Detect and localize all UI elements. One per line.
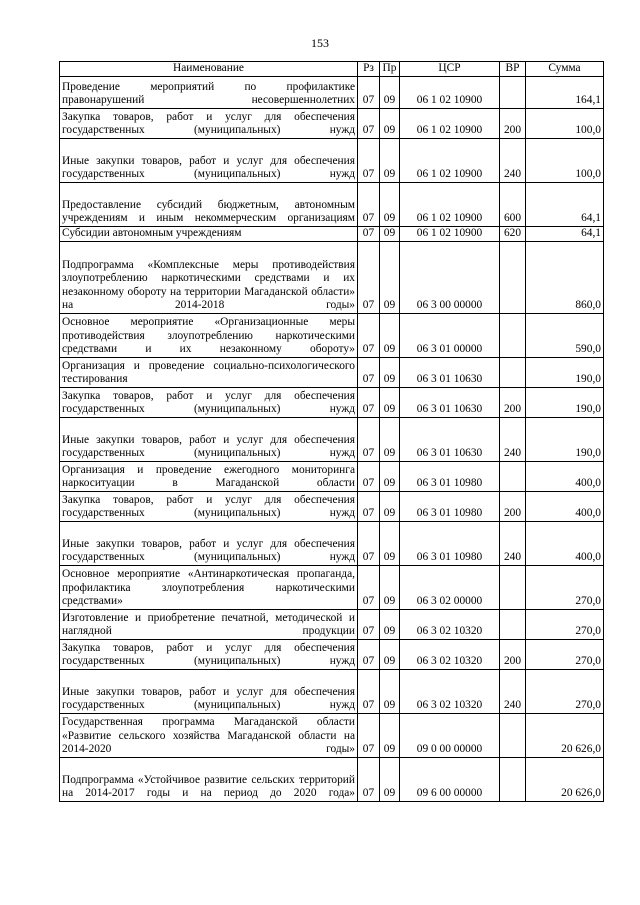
row-sum: 190,0 bbox=[526, 388, 604, 418]
row-csr: 09 6 00 00000 bbox=[400, 758, 500, 802]
row-rz: 07 bbox=[358, 358, 380, 388]
row-csr: 06 3 02 00000 bbox=[400, 566, 500, 610]
row-vr bbox=[500, 358, 526, 388]
row-sum: 590,0 bbox=[526, 314, 604, 358]
row-rz: 07 bbox=[358, 566, 380, 610]
table-row bbox=[60, 522, 604, 566]
row-name: Подпрограмма «Комплексные меры противодействия злоупотреблению наркотическими средствами и их незаконному обороту на территории Магаданской области» на 2014-2018 годы» bbox=[60, 242, 358, 314]
header-name: Наименование bbox=[60, 62, 358, 77]
row-name: Закупка товаров, работ и услуг для обеспечения государственных (муниципальных) нужд bbox=[60, 109, 358, 139]
row-csr: 06 3 01 10630 bbox=[400, 418, 500, 462]
row-pr: 09 bbox=[380, 77, 400, 109]
row-rz: 07 bbox=[358, 388, 380, 418]
row-name: Иные закупки товаров, работ и услуг для обеспечения государственных (муниципальных) нужд bbox=[60, 418, 358, 462]
row-csr: 06 3 01 10980 bbox=[400, 492, 500, 522]
row-pr: 09 bbox=[380, 242, 400, 314]
row-csr: 06 3 00 00000 bbox=[400, 242, 500, 314]
table-row bbox=[60, 77, 604, 109]
row-sum: 164,1 bbox=[526, 77, 604, 109]
row-csr: 06 1 02 10900 bbox=[400, 227, 500, 242]
row-rz: 07 bbox=[358, 758, 380, 802]
header-rz: Рз bbox=[358, 62, 380, 77]
table-row bbox=[60, 109, 604, 139]
row-name: Иные закупки товаров, работ и услуг для обеспечения государственных (муниципальных) нужд bbox=[60, 522, 358, 566]
row-csr: 06 3 01 10630 bbox=[400, 388, 500, 418]
row-vr bbox=[500, 462, 526, 492]
table-row bbox=[60, 242, 604, 314]
row-vr bbox=[500, 610, 526, 640]
row-vr bbox=[500, 242, 526, 314]
row-rz: 07 bbox=[358, 492, 380, 522]
row-pr: 09 bbox=[380, 314, 400, 358]
row-pr: 09 bbox=[380, 566, 400, 610]
table-row bbox=[60, 566, 604, 610]
row-pr: 09 bbox=[380, 109, 400, 139]
row-rz: 07 bbox=[358, 640, 380, 670]
row-csr: 06 3 02 10320 bbox=[400, 670, 500, 714]
row-vr bbox=[500, 77, 526, 109]
row-rz: 07 bbox=[358, 242, 380, 314]
row-vr: 200 bbox=[500, 640, 526, 670]
table-row bbox=[60, 358, 604, 388]
row-csr: 06 3 02 10320 bbox=[400, 610, 500, 640]
row-name: Иные закупки товаров, работ и услуг для обеспечения государственных (муниципальных) нужд bbox=[60, 670, 358, 714]
row-pr: 09 bbox=[380, 640, 400, 670]
row-sum: 270,0 bbox=[526, 670, 604, 714]
row-sum: 270,0 bbox=[526, 640, 604, 670]
row-rz: 07 bbox=[358, 418, 380, 462]
row-vr: 240 bbox=[500, 522, 526, 566]
row-sum: 270,0 bbox=[526, 566, 604, 610]
row-rz: 07 bbox=[358, 139, 380, 183]
row-sum: 64,1 bbox=[526, 183, 604, 227]
row-name: Предоставление субсидий бюджетным, автономным учреждениям и иным некоммерческим организациям bbox=[60, 183, 358, 227]
row-rz: 07 bbox=[358, 522, 380, 566]
table-row bbox=[60, 418, 604, 462]
row-name: Закупка товаров, работ и услуг для обеспечения государственных (муниципальных) нужд bbox=[60, 492, 358, 522]
header-vr: ВР bbox=[500, 62, 526, 77]
header-pr: Пр bbox=[380, 62, 400, 77]
row-sum: 20 626,0 bbox=[526, 714, 604, 758]
row-vr bbox=[500, 714, 526, 758]
row-pr: 09 bbox=[380, 610, 400, 640]
page-number: 153 bbox=[311, 36, 329, 50]
row-sum: 190,0 bbox=[526, 358, 604, 388]
row-pr: 09 bbox=[380, 358, 400, 388]
row-vr bbox=[500, 314, 526, 358]
row-sum: 100,0 bbox=[526, 109, 604, 139]
row-pr: 09 bbox=[380, 492, 400, 522]
row-vr: 620 bbox=[500, 227, 526, 242]
row-pr: 09 bbox=[380, 183, 400, 227]
row-name: Проведение мероприятий по профилактике правонарушений несовершеннолетних bbox=[60, 77, 358, 109]
row-pr: 09 bbox=[380, 388, 400, 418]
row-rz: 07 bbox=[358, 670, 380, 714]
row-pr: 09 bbox=[380, 522, 400, 566]
table-row bbox=[60, 714, 604, 758]
row-pr: 09 bbox=[380, 227, 400, 242]
row-csr: 06 3 02 10320 bbox=[400, 640, 500, 670]
row-name: Основное мероприятие «Организационные меры противодействия злоупотреблению наркотическими средствами и их незаконному обороту» bbox=[60, 314, 358, 358]
row-sum: 400,0 bbox=[526, 492, 604, 522]
table-row bbox=[60, 610, 604, 640]
row-vr: 240 bbox=[500, 670, 526, 714]
row-name: Изготовление и приобретение печатной, методической и наглядной продукции bbox=[60, 610, 358, 640]
row-pr: 09 bbox=[380, 714, 400, 758]
row-vr bbox=[500, 758, 526, 802]
budget-table bbox=[59, 61, 604, 802]
row-pr: 09 bbox=[380, 758, 400, 802]
table-row bbox=[60, 462, 604, 492]
row-sum: 860,0 bbox=[526, 242, 604, 314]
row-sum: 400,0 bbox=[526, 462, 604, 492]
row-sum: 270,0 bbox=[526, 610, 604, 640]
row-rz: 07 bbox=[358, 227, 380, 242]
table-row bbox=[60, 227, 604, 242]
row-rz: 07 bbox=[358, 314, 380, 358]
row-csr: 06 1 02 10900 bbox=[400, 139, 500, 183]
row-vr: 240 bbox=[500, 418, 526, 462]
row-vr: 200 bbox=[500, 492, 526, 522]
row-name: Закупка товаров, работ и услуг для обеспечения государственных (муниципальных) нужд bbox=[60, 640, 358, 670]
row-name: Подпрограмма «Устойчивое развитие сельских территорий на 2014-2017 годы и на период до 2020 года» bbox=[60, 758, 358, 802]
table-row bbox=[60, 640, 604, 670]
row-pr: 09 bbox=[380, 462, 400, 492]
header-row bbox=[60, 62, 604, 77]
row-csr: 06 1 02 10900 bbox=[400, 77, 500, 109]
row-vr: 240 bbox=[500, 139, 526, 183]
row-vr: 200 bbox=[500, 388, 526, 418]
row-rz: 07 bbox=[358, 183, 380, 227]
row-name: Организация и проведение ежегодного мониторинга наркоситуации в Магаданской области bbox=[60, 462, 358, 492]
row-rz: 07 bbox=[358, 462, 380, 492]
row-name: Основное мероприятие «Антинаркотическая пропаганда, профилактика злоупотребления наркотическими средствами» bbox=[60, 566, 358, 610]
row-sum: 20 626,0 bbox=[526, 758, 604, 802]
row-vr bbox=[500, 566, 526, 610]
row-csr: 06 3 01 10630 bbox=[400, 358, 500, 388]
row-vr: 200 bbox=[500, 109, 526, 139]
row-csr: 09 0 00 00000 bbox=[400, 714, 500, 758]
row-rz: 07 bbox=[358, 109, 380, 139]
row-name: Государственная программа Магаданской области «Развитие сельского хозяйства Магаданской области на 2014-2020 годы» bbox=[60, 714, 358, 758]
row-csr: 06 1 02 10900 bbox=[400, 183, 500, 227]
row-rz: 07 bbox=[358, 714, 380, 758]
row-pr: 09 bbox=[380, 139, 400, 183]
row-name: Субсидии автономным учреждениям bbox=[60, 227, 358, 242]
row-pr: 09 bbox=[380, 418, 400, 462]
row-rz: 07 bbox=[358, 77, 380, 109]
table-row bbox=[60, 758, 604, 802]
header-csr: ЦСР bbox=[400, 62, 500, 77]
header-sum: Сумма bbox=[526, 62, 604, 77]
row-rz: 07 bbox=[358, 610, 380, 640]
table-row bbox=[60, 388, 604, 418]
row-csr: 06 3 01 00000 bbox=[400, 314, 500, 358]
row-pr: 09 bbox=[380, 670, 400, 714]
row-sum: 64,1 bbox=[526, 227, 604, 242]
table-row bbox=[60, 183, 604, 227]
table-row bbox=[60, 670, 604, 714]
row-sum: 190,0 bbox=[526, 418, 604, 462]
row-csr: 06 3 01 10980 bbox=[400, 522, 500, 566]
row-name: Закупка товаров, работ и услуг для обеспечения государственных (муниципальных) нужд bbox=[60, 388, 358, 418]
row-name: Организация и проведение социально-психологического тестирования bbox=[60, 358, 358, 388]
row-csr: 06 1 02 10900 bbox=[400, 109, 500, 139]
row-sum: 100,0 bbox=[526, 139, 604, 183]
table-row bbox=[60, 139, 604, 183]
row-csr: 06 3 01 10980 bbox=[400, 462, 500, 492]
table-row bbox=[60, 314, 604, 358]
table-row bbox=[60, 492, 604, 522]
row-name: Иные закупки товаров, работ и услуг для обеспечения государственных (муниципальных) нужд bbox=[60, 139, 358, 183]
row-vr: 600 bbox=[500, 183, 526, 227]
row-sum: 400,0 bbox=[526, 522, 604, 566]
